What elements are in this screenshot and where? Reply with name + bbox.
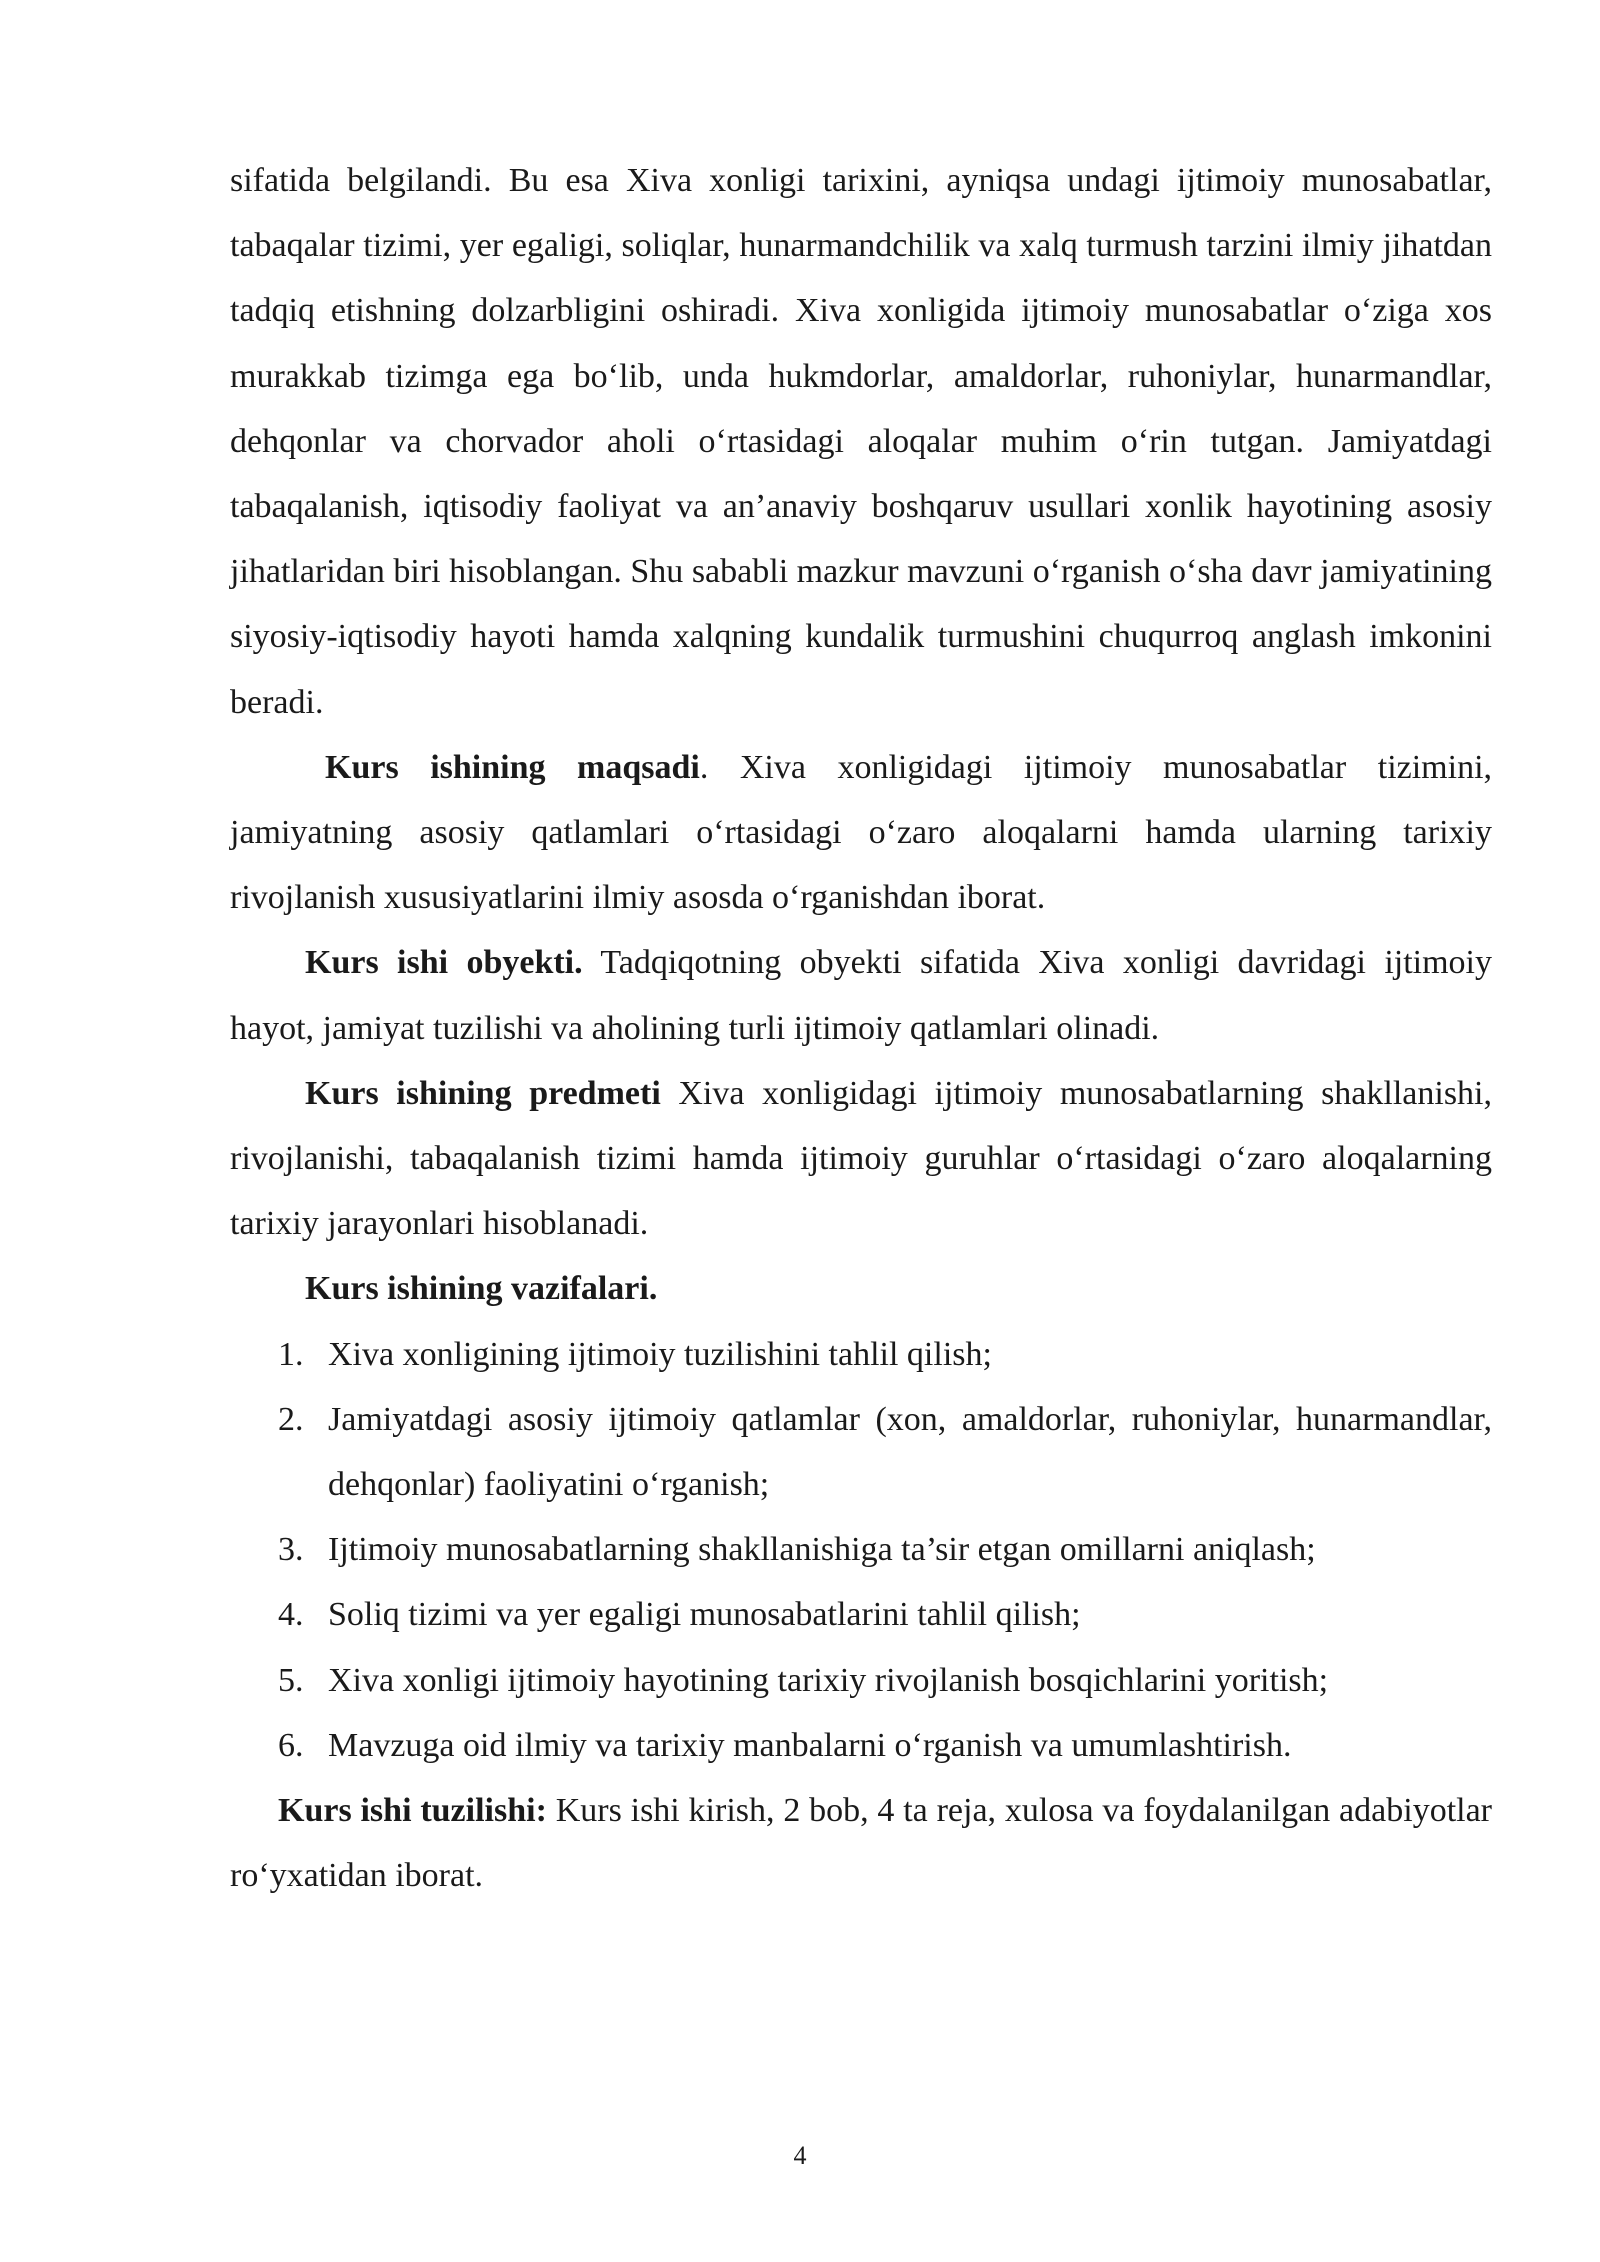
tasks-heading: Kurs ishining vazifalari. bbox=[305, 1270, 658, 1308]
list-item-text: Xiva xonligi ijtimoiy hayotining tarixiy rivojlanish bosqichlarini yoritish; bbox=[328, 1661, 1329, 1699]
goal-paragraph bbox=[230, 735, 1492, 931]
goal-text: . Xiva xonligidagi ijtimoiy munosabatlar tizimini, jamiyatning asosiy qatlamlari o‘rtasidagi o‘zaro aloqalarni hamda ularning tarixiy rivojlanish xususiyatlarini ilmiy asosda o‘rganishdan iborat. bbox=[230, 748, 1493, 917]
intro-paragraph: sifatida belgilandi. Bu esa Xiva xonligi tarixini, ayniqsa undagi ijtimoiy munosabatlar, tabaqalar tizimi, yer egaligi, soliqlar, hunarmandchilik va xalq turmush tarzini ilmiy jihatdan tadqiq etishning dolzarbligini oshiradi. Xiva xonligida ijtimoiy munosabatlar o‘ziga xos murakkab tizimga ega bo‘lib, unda hukmdorlar, amaldorlar, ruhoniylar, hunarmandlar, dehqonlar va chorvador aholi o‘rtasidagi aloqalar muhim o‘rin tutgan. Jamiyatdagi tabaqalanish, iqtisodiy faoliyat va an’anaviy boshqaruv usullari xonlik hayotining asosiy jihatlaridan biri hisoblangan. Shu sababli mazkur mavzuni o‘rganish o‘sha davr jamiyatining siyosiy-iqtisodiy hayoti hamda xalqning kundalik turmushini chuqurroq anglash imkonini beradi. bbox=[230, 162, 1492, 721]
list-item bbox=[278, 1322, 1492, 1387]
list-item-text: Ijtimoiy munosabatlarning shakllanishiga ta’sir etgan omillarni aniqlash; bbox=[328, 1531, 1316, 1569]
list-item-number: 5. bbox=[278, 1661, 304, 1699]
list-item bbox=[278, 1582, 1492, 1647]
subject-text: Xiva xonligidagi ijtimoiy munosabatlarning shakllanishi, rivojlanishi, tabaqalanish tizimi hamda ijtimoiy guruhlar o‘rtasidagi o‘zaro aloqalarning tarixiy jarayonlari hisoblanadi. bbox=[230, 1074, 1492, 1243]
document-body bbox=[230, 148, 1492, 1908]
list-item-text: Xiva xonligining ijtimoiy tuzilishini tahlil qilish; bbox=[328, 1335, 992, 1373]
structure-text: Kurs ishi kirish, 2 bob, 4 ta reja, xulosa va foydalanilgan adabiyotlar ro‘yxatidan iborat. bbox=[230, 1792, 1492, 1895]
list-item-number: 6. bbox=[278, 1726, 304, 1764]
goal-heading: Kurs ishining maqsadi bbox=[325, 748, 700, 786]
list-item-number: 1. bbox=[278, 1335, 304, 1373]
object-heading: Kurs ishi obyekti. bbox=[305, 944, 583, 982]
list-item-text: Mavzuga oid ilmiy va tarixiy manbalarni o‘rganish va umumlashtirish. bbox=[328, 1726, 1292, 1764]
list-item bbox=[278, 1713, 1492, 1778]
tasks-list bbox=[230, 1322, 1492, 1778]
list-item-text: Jamiyatdagi asosiy ijtimoiy qatlamlar (xon, amaldorlar, ruhoniylar, hunarmandlar, dehqonlar) faoliyatini o‘rganish; bbox=[328, 1400, 1492, 1504]
structure-heading: Kurs ishi tuzilishi: bbox=[278, 1792, 547, 1830]
list-item bbox=[278, 1517, 1492, 1582]
page-number: 4 bbox=[793, 2141, 807, 2170]
object-text: Tadqiqotning obyekti sifatida Xiva xonligi davridagi ijtimoiy hayot, jamiyat tuzilishi va aholining turli ijtimoiy qatlamlari olinadi. bbox=[230, 944, 1493, 1047]
list-item-number: 4. bbox=[278, 1596, 304, 1634]
object-paragraph bbox=[230, 930, 1492, 1060]
subject-paragraph bbox=[230, 1061, 1492, 1257]
subject-heading: Kurs ishining predmeti bbox=[305, 1074, 661, 1112]
list-item-number: 3. bbox=[278, 1531, 304, 1569]
list-item-text: Soliq tizimi va yer egaligi munosabatlarini tahlil qilish; bbox=[328, 1596, 1081, 1634]
structure-paragraph bbox=[230, 1778, 1492, 1908]
tasks-heading-paragraph bbox=[230, 1256, 1492, 1321]
list-item-number: 2. bbox=[278, 1400, 304, 1438]
list-item bbox=[278, 1648, 1492, 1713]
list-item bbox=[278, 1387, 1492, 1517]
